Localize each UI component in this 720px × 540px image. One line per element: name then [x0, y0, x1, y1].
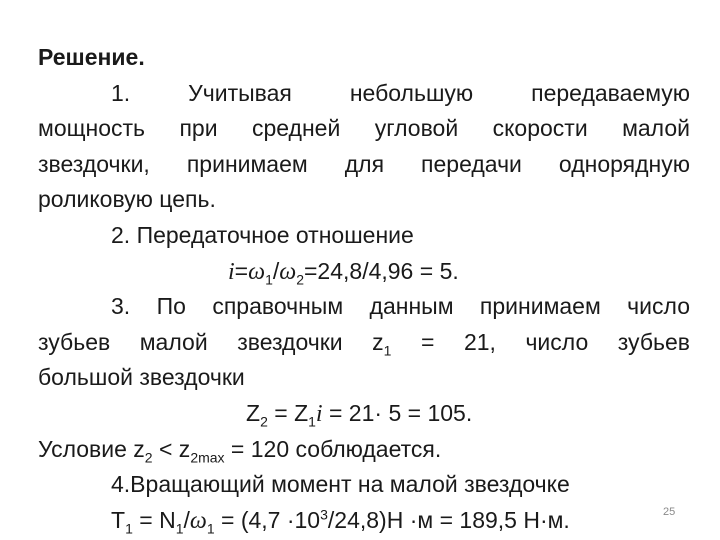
text-fragment: < z: [152, 435, 191, 462]
subscript: 2: [260, 413, 268, 430]
paragraph-3-line-2: [38, 325, 690, 361]
subscript: 1: [175, 520, 184, 537]
symbol-i: i: [228, 258, 235, 285]
symbol-omega: ω: [279, 258, 297, 285]
subscript: 2max: [190, 449, 225, 466]
text-fragment: = N: [132, 506, 176, 533]
text-fragment: передаваемую: [531, 79, 691, 106]
subscript: 1: [308, 413, 316, 430]
subscript: 1: [206, 520, 215, 537]
text-fragment: Учитывая: [188, 79, 292, 106]
text-fragment: =24,8/4,96 = 5.: [304, 257, 459, 284]
text-fragment: T: [111, 506, 126, 533]
paragraph-1-line-4: роликовую цепь.: [38, 186, 216, 213]
text-fragment: /: [183, 506, 190, 533]
text-fragment: = (4,7 ·10: [214, 506, 321, 533]
paragraph-3-line-3: большой звездочки: [38, 364, 245, 391]
text-fragment: Z: [246, 399, 261, 426]
ratio-equation: [38, 254, 690, 290]
subscript: 1: [125, 520, 133, 537]
text-fragment: 1.: [111, 79, 131, 106]
page-number: 25: [663, 506, 676, 518]
paragraph-1-line-1: [38, 76, 690, 112]
teeth-equation: [38, 396, 690, 432]
subscript: 1: [265, 271, 273, 288]
paragraph-3-line-1: 3. По справочным данным принимаем число: [111, 293, 690, 320]
solution-text: [38, 40, 690, 538]
text-fragment: = 21· 5 = 105.: [322, 399, 473, 426]
paragraph-4-line-1: 4.Вращающий момент на малой звездочке: [111, 471, 570, 498]
text-fragment: =: [234, 257, 249, 284]
subscript: 2: [296, 271, 304, 288]
text-fragment: зубьев малой звездочки z: [38, 328, 384, 355]
text-fragment: = 120 соблюдается.: [224, 435, 442, 462]
text-fragment: небольшую: [349, 79, 474, 106]
text-fragment: Условие z: [38, 435, 145, 462]
solution-title: Решение.: [38, 44, 145, 70]
text-fragment: /24,8)Н ·м = 189,5 Н·м.: [327, 506, 570, 533]
subscript: 2: [144, 449, 153, 466]
paragraph-1-line-2: мощность при средней угловой скорости малой: [38, 115, 690, 142]
paragraph-2-line-1: 2. Передаточное отношение: [111, 221, 414, 248]
text-fragment: /: [272, 257, 280, 284]
symbol-omega: ω: [189, 507, 207, 534]
superscript: 3: [320, 506, 328, 523]
paragraph-1-line-3: звездочки, принимаем для передачи однорядную: [38, 150, 690, 177]
condition-line: [38, 432, 690, 468]
text-fragment: = 21, число зубьев: [391, 328, 690, 355]
torque-equation: [38, 503, 690, 539]
subscript: 1: [383, 342, 392, 359]
text-fragment: = Z: [267, 399, 309, 426]
symbol-omega: ω: [248, 258, 266, 285]
symbol-i: i: [315, 400, 323, 427]
